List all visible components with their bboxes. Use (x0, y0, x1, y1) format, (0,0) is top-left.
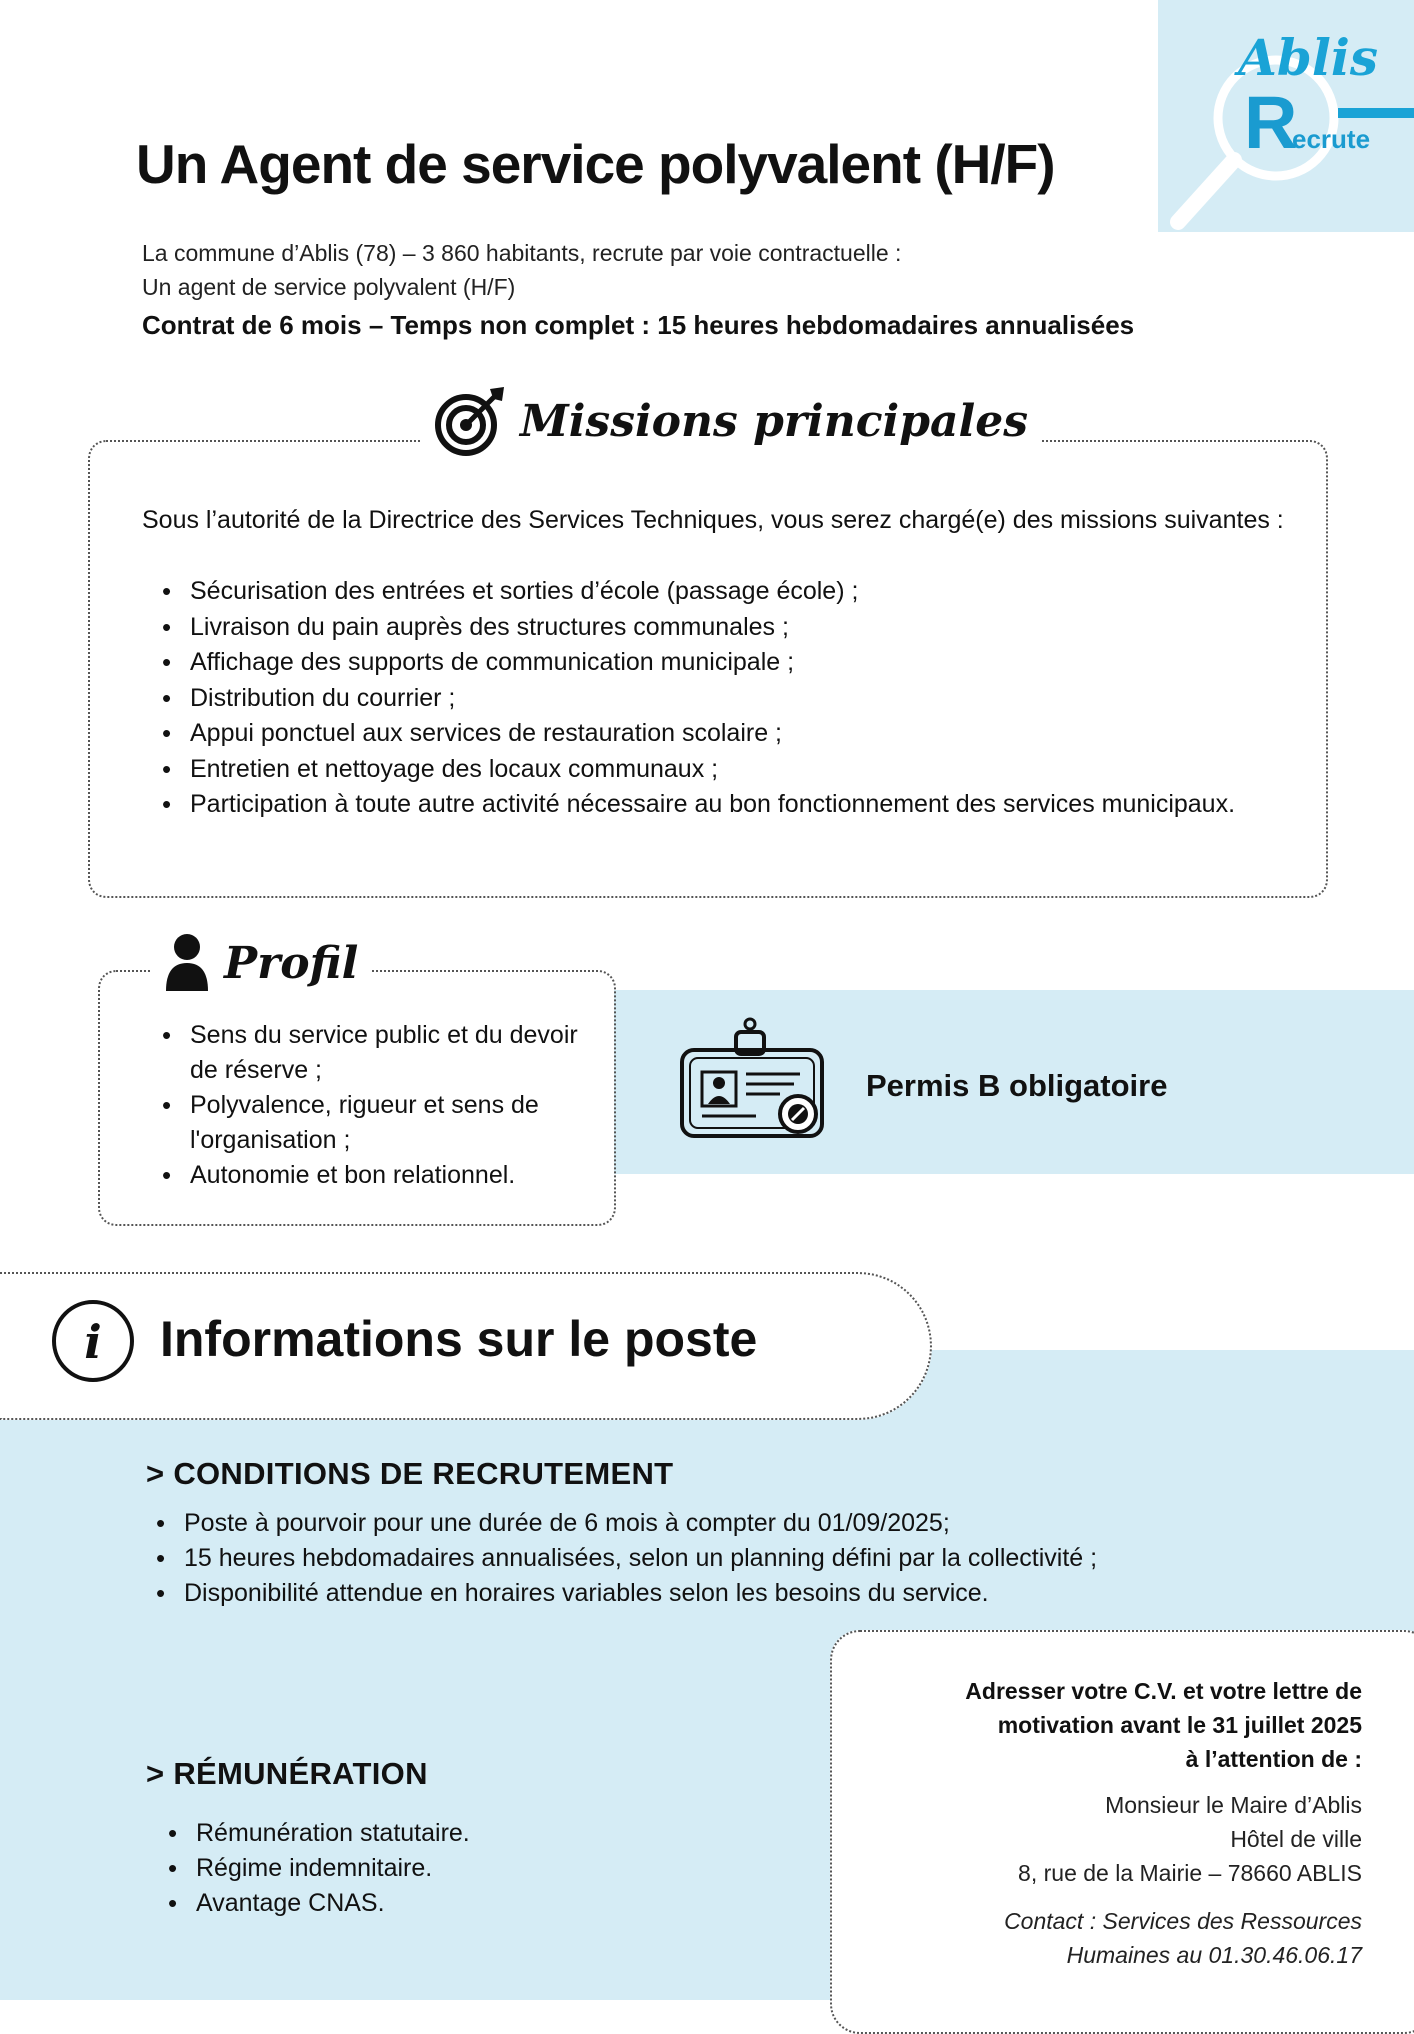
page-title: Un Agent de service polyvalent (H/F) (136, 133, 1055, 195)
info-icon (50, 1298, 136, 1384)
logo-r: R (1244, 81, 1298, 164)
list-item: • Autonomie et bon relationnel. (158, 1158, 578, 1193)
list-item: • Sens du service public et du devoir de réserve ; (158, 1018, 578, 1088)
info-title: Informations sur le poste (160, 1311, 758, 1367)
list-item: • Poste à pourvoir pour une durée de 6 mois à compter du 01/09/2025; (152, 1506, 1252, 1541)
contact-instruction-1: Adresser votre C.V. et votre lettre de (965, 1678, 1362, 1704)
missions-heading (420, 376, 1042, 466)
list-item: • Polyvalence, rigueur et sens de l'organisation ; (158, 1088, 578, 1158)
list-item: • Avantage CNAS. (164, 1886, 664, 1921)
contact-instruction-2: motivation avant le 31 juillet 2025 (997, 1712, 1362, 1738)
target-icon (434, 385, 506, 457)
list-item: • Affichage des supports de communication municipale ; (158, 645, 1298, 681)
missions-title: Missions principales (520, 395, 1029, 447)
conditions-heading: > CONDITIONS DE RECRUTEMENT (146, 1456, 674, 1491)
permis-label: Permis B obligatoire (866, 1068, 1168, 1103)
list-item: • 15 heures hebdomadaires annualisées, selon un planning défini par la collectivité ; (152, 1541, 1252, 1576)
remuneration-heading: > RÉMUNÉRATION (146, 1756, 428, 1791)
recrute-logo (1158, 0, 1414, 232)
id-card-icon (676, 1016, 832, 1142)
missions-lead: Sous l’autorité de la Directrice des Services Techniques, vous serez chargé(e) des missions suivantes : (142, 506, 1284, 534)
list-item: • Sécurisation des entrées et sorties d’école (passage école) ; (158, 574, 1298, 610)
list-item: • Disponibilité attendue en horaires variables selon les besoins du service. (152, 1576, 1252, 1611)
svg-text:i: i (84, 1315, 102, 1369)
list-item: • Régime indemnitaire. (164, 1851, 664, 1886)
profil-list (158, 1018, 578, 1193)
address-line-2: Hôtel de ville (1230, 1826, 1362, 1852)
list-item: • Rémunération statutaire. (164, 1816, 664, 1851)
remuneration-list (164, 1816, 664, 1921)
contact-line-1: Contact : Services des Ressources (1004, 1908, 1362, 1934)
list-item: • Distribution du courrier ; (158, 681, 1298, 717)
person-icon (164, 933, 210, 993)
conditions-list (152, 1506, 1252, 1611)
list-item: • Participation à toute autre activité nécessaire au bon fonctionnement des services municipaux. (158, 787, 1298, 823)
contact-line-2: Humaines au 01.30.46.06.17 (1066, 1942, 1362, 1968)
list-item: • Livraison du pain auprès des structures communales ; (158, 610, 1298, 646)
list-item: • Appui ponctuel aux services de restauration scolaire ; (158, 716, 1298, 752)
logo-ablis: Ablis (1238, 28, 1378, 87)
contact-box (830, 1630, 1414, 2034)
profil-heading (150, 924, 372, 1002)
address-line-3: 8, rue de la Mairie – 78660 ABLIS (1018, 1860, 1362, 1886)
contact-instruction-3: à l’attention de : (1185, 1746, 1362, 1772)
intro-line-1: La commune d’Ablis (78) – 3 860 habitants, recrute par voie contractuelle : (142, 240, 902, 266)
logo-ecrute: ecrute (1292, 124, 1371, 154)
profil-title: Profil (224, 937, 359, 989)
contract-summary: Contrat de 6 mois – Temps non complet : 15 heures hebdomadaires annualisées (142, 310, 1135, 340)
missions-list (158, 574, 1298, 823)
address-line-1: Monsieur le Maire d’Ablis (1105, 1792, 1362, 1818)
intro-line-2: Un agent de service polyvalent (H/F) (142, 274, 516, 300)
list-item: • Entretien et nettoyage des locaux communaux ; (158, 752, 1298, 788)
